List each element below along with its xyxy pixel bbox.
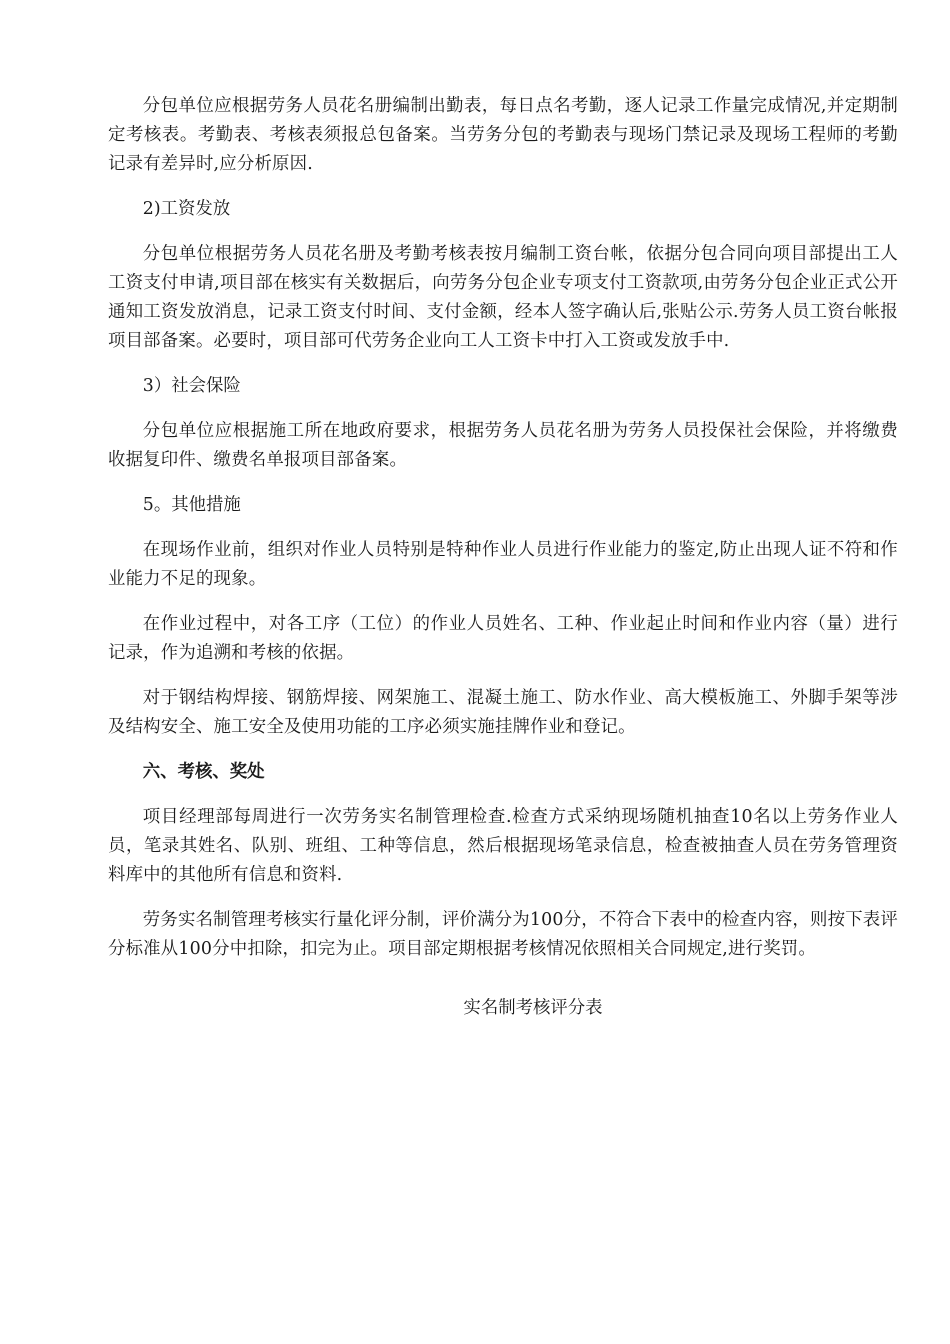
table-caption: 实名制考核评分表	[463, 998, 603, 1018]
section-heading-assessment: 六、考核、奖处	[142, 762, 265, 782]
paragraph-work-record: 在作业过程中，对各工序（工位）的作业人员姓名、工种、作业起止时间和作业内容（量）进行记录，作为追溯和考核的依据。	[108, 614, 898, 663]
heading-other-measures: 5。其他措施	[142, 495, 241, 515]
paragraph-wage-payment: 分包单位根据劳务人员花名册及考勤考核表按月编制工资台帐，依据分包合同向项目部提出工人工资支付申请,项目部在核实有关数据后，向劳务分包企业专项支付工资款项,由劳务分包企业正式公开通知工资发放消息，记录工资支付时间、支付金额，经本人签字确认后,张贴公示.劳务人员工资台帐报项目部备案。必要时，项目部可代劳务企业向工人工资卡中打入工资或发放手中.	[108, 244, 898, 351]
document-page	[108, 92, 898, 1023]
paragraph-ability-check: 在现场作业前，组织对作业人员特别是特种作业人员进行作业能力的鉴定,防止出现人证不符和作业能力不足的现象。	[108, 540, 898, 589]
paragraph-scoring: 劳务实名制管理考核实行量化评分制，评价满分为100分，不符合下表中的检查内容，则按下表评分标准从100分中扣除，扣完为止。项目部定期根据考核情况依照相关合同规定,进行奖罚。	[108, 910, 898, 959]
paragraph-weekly-inspection: 项目经理部每周进行一次劳务实名制管理检查.检查方式采纳现场随机抽查10名以上劳务作业人员，笔录其姓名、队别、班组、工种等信息，然后根据现场笔录信息，检查被抽查人员在劳务管理资料库中的其他所有信息和资料.	[108, 807, 898, 885]
heading-wage-payment: 2)工资发放	[142, 199, 231, 219]
heading-social-insurance: 3）社会保险	[142, 376, 241, 396]
paragraph-social-insurance: 分包单位应根据施工所在地政府要求，根据劳务人员花名册为劳务人员投保社会保险，并将缴费收据复印件、缴费名单报项目部备案。	[108, 421, 898, 470]
paragraph-tagged-work: 对于钢结构焊接、钢筋焊接、网架施工、混凝土施工、防水作业、高大模板施工、外脚手架等涉及结构安全、施工安全及使用功能的工序必须实施挂牌作业和登记。	[108, 688, 898, 737]
paragraph-attendance: 分包单位应根据劳务人员花名册编制出勤表，每日点名考勤，逐人记录工作量完成情况,并定期制定考核表。考勤表、考核表须报总包备案。当劳务分包的考勤表与现场门禁记录及现场工程师的考勤记录有差异时,应分析原因.	[108, 96, 898, 174]
